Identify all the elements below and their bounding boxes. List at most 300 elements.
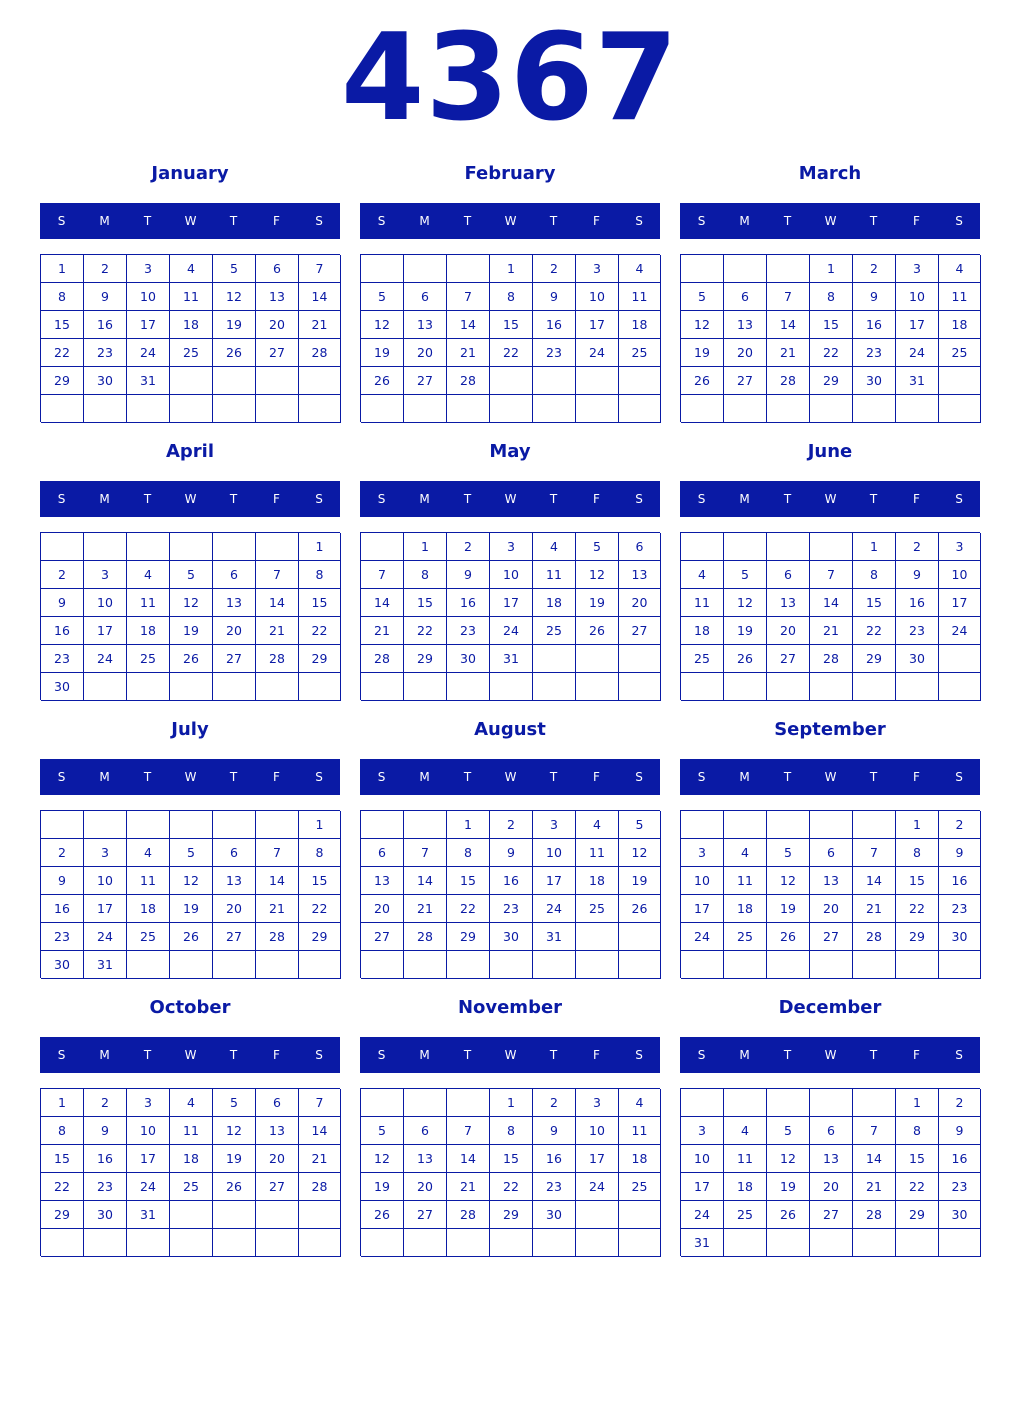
month-name: November (457, 997, 563, 1018)
day-cell: 16 (533, 311, 576, 339)
weekday-label: M (99, 492, 110, 506)
day-cell: 5 (681, 283, 724, 311)
weekday-label: M (99, 214, 110, 228)
weekday-label: T (549, 1048, 558, 1062)
day-cell: 29 (896, 923, 939, 951)
day-cell: 11 (170, 283, 213, 311)
weekday-label: T (143, 492, 152, 506)
empty-day-cell (170, 673, 213, 701)
day-cell: 9 (447, 561, 490, 589)
day-cell: 18 (533, 589, 576, 617)
empty-day-cell (939, 1229, 981, 1257)
day-cell: 12 (619, 839, 661, 867)
weekday-header (680, 759, 980, 795)
day-cell: 14 (299, 283, 341, 311)
day-cell: 14 (447, 1145, 490, 1173)
empty-day-cell (939, 395, 981, 423)
day-cell: 14 (810, 589, 853, 617)
day-cell: 6 (619, 533, 661, 561)
empty-day-cell (681, 1089, 724, 1117)
day-cell: 13 (256, 283, 299, 311)
day-cell: 23 (853, 339, 896, 367)
day-cell: 13 (361, 867, 404, 895)
day-cell: 19 (619, 867, 661, 895)
day-cell: 12 (724, 589, 767, 617)
empty-day-cell (213, 1229, 256, 1257)
day-cell: 24 (576, 1173, 619, 1201)
day-cell: 20 (619, 589, 661, 617)
empty-day-cell (447, 951, 490, 979)
day-cell: 10 (939, 561, 981, 589)
empty-day-cell (724, 395, 767, 423)
day-cell: 17 (127, 311, 170, 339)
day-cell: 24 (84, 645, 127, 673)
month-name: June (807, 441, 853, 462)
empty-day-cell (361, 533, 404, 561)
day-cell: 18 (127, 617, 170, 645)
day-grid (40, 532, 340, 700)
day-cell: 2 (490, 811, 533, 839)
day-cell: 9 (41, 589, 84, 617)
day-cell: 6 (256, 1089, 299, 1117)
empty-day-cell (299, 367, 341, 395)
empty-day-cell (127, 395, 170, 423)
day-cell: 15 (490, 311, 533, 339)
empty-day-cell (404, 395, 447, 423)
day-cell: 24 (127, 339, 170, 367)
weekday-label: S (377, 214, 386, 228)
day-cell: 7 (810, 561, 853, 589)
day-cell: 15 (41, 1145, 84, 1173)
day-cell: 13 (767, 589, 810, 617)
day-cell: 25 (681, 645, 724, 673)
day-cell: 27 (810, 1201, 853, 1229)
weekday-label: W (504, 770, 517, 784)
day-cell: 5 (361, 1117, 404, 1145)
weekday-label: M (419, 770, 430, 784)
weekday-label: S (955, 770, 963, 784)
day-cell: 19 (170, 895, 213, 923)
day-cell: 28 (853, 923, 896, 951)
day-cell: 26 (361, 1201, 404, 1229)
empty-day-cell (619, 951, 661, 979)
empty-day-cell (447, 1089, 490, 1117)
day-cell: 21 (299, 311, 341, 339)
day-cell: 15 (299, 589, 341, 617)
day-cell: 15 (299, 867, 341, 895)
day-cell: 18 (681, 617, 724, 645)
empty-day-cell (576, 923, 619, 951)
day-cell: 13 (810, 1145, 853, 1173)
day-cell: 25 (533, 617, 576, 645)
day-cell: 23 (939, 1173, 981, 1201)
day-cell: 12 (361, 1145, 404, 1173)
day-cell: 15 (853, 589, 896, 617)
day-cell: 12 (576, 561, 619, 589)
empty-day-cell (533, 395, 576, 423)
day-cell: 28 (447, 367, 490, 395)
day-cell: 6 (724, 283, 767, 311)
weekday-header (40, 481, 340, 517)
day-cell: 30 (41, 951, 84, 979)
day-cell: 16 (533, 1145, 576, 1173)
day-cell: 5 (619, 811, 661, 839)
day-cell: 29 (853, 645, 896, 673)
empty-day-cell (447, 255, 490, 283)
day-cell: 8 (490, 1117, 533, 1145)
day-cell: 21 (853, 1173, 896, 1201)
day-cell: 1 (896, 811, 939, 839)
day-cell: 28 (256, 645, 299, 673)
month-august (360, 712, 660, 982)
day-cell: 8 (299, 839, 341, 867)
day-cell: 9 (84, 1117, 127, 1145)
day-cell: 22 (41, 1173, 84, 1201)
day-cell: 5 (767, 839, 810, 867)
day-cell: 24 (576, 339, 619, 367)
empty-day-cell (213, 811, 256, 839)
weekday-label: T (229, 214, 238, 228)
empty-day-cell (896, 1229, 939, 1257)
day-cell: 18 (939, 311, 981, 339)
day-cell: 7 (256, 839, 299, 867)
day-cell: 28 (767, 367, 810, 395)
weekday-label: T (143, 770, 152, 784)
weekday-label: S (955, 214, 963, 228)
day-cell: 15 (896, 1145, 939, 1173)
day-cell: 20 (724, 339, 767, 367)
empty-day-cell (361, 1229, 404, 1257)
weekday-label: W (824, 214, 837, 228)
weekday-label: W (504, 1048, 517, 1062)
weekday-label: T (549, 214, 558, 228)
day-cell: 25 (619, 339, 661, 367)
day-cell: 17 (896, 311, 939, 339)
day-cell: 11 (619, 1117, 661, 1145)
weekday-label: T (143, 214, 152, 228)
day-cell: 5 (361, 283, 404, 311)
day-cell: 8 (41, 1117, 84, 1145)
empty-day-cell (853, 811, 896, 839)
day-cell: 22 (853, 617, 896, 645)
day-cell: 2 (41, 839, 84, 867)
day-cell: 30 (939, 923, 981, 951)
empty-day-cell (767, 1229, 810, 1257)
empty-day-cell (619, 673, 661, 701)
empty-day-cell (724, 255, 767, 283)
day-cell: 20 (213, 617, 256, 645)
day-cell: 3 (84, 839, 127, 867)
day-cell: 17 (576, 1145, 619, 1173)
day-cell: 11 (127, 867, 170, 895)
day-cell: 14 (447, 311, 490, 339)
day-cell: 24 (490, 617, 533, 645)
day-cell: 19 (361, 1173, 404, 1201)
day-cell: 30 (896, 645, 939, 673)
day-cell: 25 (127, 645, 170, 673)
day-cell: 27 (256, 339, 299, 367)
day-cell: 12 (170, 589, 213, 617)
day-cell: 7 (404, 839, 447, 867)
day-cell: 7 (853, 839, 896, 867)
day-cell: 28 (404, 923, 447, 951)
empty-day-cell (127, 811, 170, 839)
day-cell: 21 (256, 617, 299, 645)
day-cell: 5 (170, 561, 213, 589)
day-cell: 2 (939, 1089, 981, 1117)
day-grid (360, 254, 660, 422)
day-cell: 22 (896, 1173, 939, 1201)
day-cell: 1 (41, 255, 84, 283)
empty-day-cell (447, 395, 490, 423)
day-grid (680, 532, 980, 700)
day-cell: 24 (681, 1201, 724, 1229)
day-cell: 30 (939, 1201, 981, 1229)
day-cell: 5 (767, 1117, 810, 1145)
day-cell: 11 (939, 283, 981, 311)
day-cell: 12 (361, 311, 404, 339)
day-cell: 28 (361, 645, 404, 673)
day-cell: 1 (490, 1089, 533, 1117)
day-cell: 8 (896, 839, 939, 867)
day-cell: 8 (447, 839, 490, 867)
day-cell: 3 (576, 1089, 619, 1117)
day-cell: 31 (84, 951, 127, 979)
empty-day-cell (810, 673, 853, 701)
day-cell: 6 (213, 839, 256, 867)
weekday-label: T (869, 1048, 878, 1062)
day-cell: 18 (724, 895, 767, 923)
day-cell: 24 (84, 923, 127, 951)
day-cell: 18 (170, 1145, 213, 1173)
day-cell: 18 (724, 1173, 767, 1201)
empty-day-cell (170, 1201, 213, 1229)
weekday-label: F (593, 492, 600, 506)
empty-day-cell (41, 533, 84, 561)
empty-day-cell (724, 1229, 767, 1257)
empty-day-cell (299, 395, 341, 423)
day-cell: 6 (256, 255, 299, 283)
empty-day-cell (299, 1201, 341, 1229)
empty-day-cell (404, 811, 447, 839)
day-cell: 3 (533, 811, 576, 839)
day-cell: 19 (213, 311, 256, 339)
day-cell: 12 (170, 867, 213, 895)
day-cell: 17 (939, 589, 981, 617)
day-cell: 6 (404, 1117, 447, 1145)
day-cell: 15 (896, 867, 939, 895)
weekday-label: W (184, 770, 197, 784)
day-cell: 29 (490, 1201, 533, 1229)
day-cell: 3 (576, 255, 619, 283)
day-cell: 4 (724, 1117, 767, 1145)
weekday-label: T (229, 1048, 238, 1062)
day-cell: 11 (533, 561, 576, 589)
weekday-label: W (504, 214, 517, 228)
day-grid (680, 254, 980, 422)
day-cell: 31 (681, 1229, 724, 1257)
empty-day-cell (361, 395, 404, 423)
day-cell: 7 (299, 255, 341, 283)
day-cell: 8 (810, 283, 853, 311)
day-cell: 29 (41, 1201, 84, 1229)
day-cell: 14 (299, 1117, 341, 1145)
day-cell: 26 (213, 1173, 256, 1201)
day-cell: 13 (724, 311, 767, 339)
day-cell: 17 (533, 867, 576, 895)
day-cell: 29 (896, 1201, 939, 1229)
day-cell: 11 (127, 589, 170, 617)
weekday-label: S (635, 1048, 643, 1062)
day-cell: 7 (447, 283, 490, 311)
month-june (680, 434, 980, 704)
day-cell: 6 (404, 283, 447, 311)
day-cell: 28 (299, 1173, 341, 1201)
day-cell: 15 (447, 867, 490, 895)
empty-day-cell (361, 811, 404, 839)
empty-day-cell (84, 395, 127, 423)
weekday-label: T (229, 492, 238, 506)
day-cell: 31 (533, 923, 576, 951)
empty-day-cell (490, 673, 533, 701)
day-cell: 12 (213, 283, 256, 311)
day-cell: 8 (299, 561, 341, 589)
day-cell: 25 (724, 1201, 767, 1229)
weekday-label: T (229, 770, 238, 784)
empty-day-cell (404, 951, 447, 979)
day-cell: 4 (619, 1089, 661, 1117)
day-cell: 31 (896, 367, 939, 395)
day-cell: 6 (810, 839, 853, 867)
day-grid (680, 1088, 980, 1256)
day-cell: 23 (84, 339, 127, 367)
weekday-label: S (955, 1048, 963, 1062)
empty-day-cell (213, 673, 256, 701)
day-cell: 15 (490, 1145, 533, 1173)
day-cell: 25 (939, 339, 981, 367)
weekday-label: M (739, 492, 750, 506)
day-cell: 18 (170, 311, 213, 339)
day-cell: 22 (404, 617, 447, 645)
day-cell: 16 (41, 617, 84, 645)
day-cell: 4 (939, 255, 981, 283)
day-cell: 25 (619, 1173, 661, 1201)
empty-day-cell (213, 367, 256, 395)
day-cell: 11 (576, 839, 619, 867)
month-november (360, 990, 660, 1260)
day-cell: 2 (84, 255, 127, 283)
day-cell: 25 (170, 339, 213, 367)
weekday-header (40, 759, 340, 795)
empty-day-cell (681, 951, 724, 979)
weekday-header (680, 1037, 980, 1073)
weekday-label: S (635, 492, 643, 506)
empty-day-cell (84, 673, 127, 701)
day-cell: 7 (767, 283, 810, 311)
day-cell: 26 (767, 923, 810, 951)
weekday-label: S (315, 214, 323, 228)
empty-day-cell (256, 367, 299, 395)
weekday-label: F (593, 1048, 600, 1062)
day-grid (40, 254, 340, 422)
day-cell: 12 (767, 1145, 810, 1173)
month-january (40, 156, 340, 426)
weekday-header (360, 1037, 660, 1073)
day-cell: 22 (810, 339, 853, 367)
weekday-label: F (913, 492, 920, 506)
empty-day-cell (533, 367, 576, 395)
day-cell: 30 (447, 645, 490, 673)
empty-day-cell (724, 951, 767, 979)
day-cell: 11 (681, 589, 724, 617)
empty-day-cell (299, 1229, 341, 1257)
weekday-label: T (783, 492, 792, 506)
month-name: July (171, 719, 209, 740)
day-cell: 5 (724, 561, 767, 589)
day-cell: 28 (810, 645, 853, 673)
weekday-header (680, 481, 980, 517)
day-cell: 17 (84, 895, 127, 923)
day-cell: 14 (767, 311, 810, 339)
day-cell: 1 (490, 255, 533, 283)
day-cell: 26 (576, 617, 619, 645)
empty-day-cell (681, 811, 724, 839)
day-cell: 7 (853, 1117, 896, 1145)
empty-day-cell (576, 1229, 619, 1257)
day-cell: 20 (810, 895, 853, 923)
day-cell: 21 (767, 339, 810, 367)
day-cell: 21 (299, 1145, 341, 1173)
day-cell: 29 (810, 367, 853, 395)
day-cell: 26 (681, 367, 724, 395)
day-cell: 23 (41, 923, 84, 951)
day-cell: 5 (213, 255, 256, 283)
empty-day-cell (127, 533, 170, 561)
empty-day-cell (256, 395, 299, 423)
empty-day-cell (404, 255, 447, 283)
day-cell: 16 (84, 1145, 127, 1173)
day-cell: 19 (767, 895, 810, 923)
empty-day-cell (853, 951, 896, 979)
day-cell: 13 (404, 311, 447, 339)
day-cell: 26 (170, 923, 213, 951)
empty-day-cell (490, 1229, 533, 1257)
day-cell: 7 (361, 561, 404, 589)
empty-day-cell (213, 533, 256, 561)
day-cell: 4 (170, 255, 213, 283)
day-grid (360, 1088, 660, 1256)
day-cell: 3 (681, 839, 724, 867)
day-cell: 15 (404, 589, 447, 617)
day-cell: 26 (361, 367, 404, 395)
day-cell: 30 (84, 367, 127, 395)
empty-day-cell (810, 951, 853, 979)
empty-day-cell (939, 951, 981, 979)
day-cell: 2 (41, 561, 84, 589)
day-cell: 2 (447, 533, 490, 561)
day-cell: 10 (84, 589, 127, 617)
day-cell: 10 (681, 1145, 724, 1173)
empty-day-cell (41, 395, 84, 423)
day-cell: 20 (810, 1173, 853, 1201)
day-cell: 1 (810, 255, 853, 283)
empty-day-cell (576, 673, 619, 701)
day-cell: 16 (896, 589, 939, 617)
empty-day-cell (724, 533, 767, 561)
day-cell: 1 (853, 533, 896, 561)
weekday-header (360, 759, 660, 795)
day-cell: 3 (896, 255, 939, 283)
